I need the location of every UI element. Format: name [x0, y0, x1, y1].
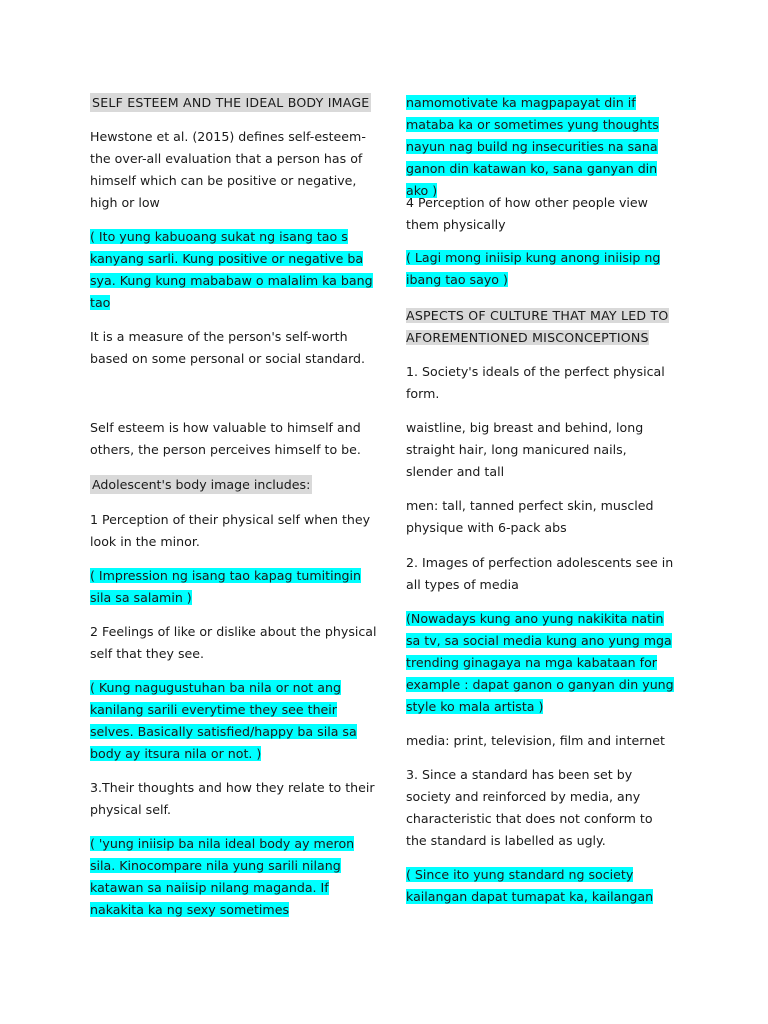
list-item-2-note: ( Kung nagugustuhan ba nila or not ang kanilang sarili everytime they see their selves. Basically satisfied/happy ba sila sa body ay itsura nila or not. ) [90, 680, 357, 761]
section-title: SELF ESTEEM AND THE IDEAL BODY IMAGE [92, 95, 370, 110]
aspect-1-men: men: tall, tanned perfect skin, muscled physique with 6-pack abs [406, 498, 654, 535]
self-worth-paragraph: It is a measure of the person's self-worth based on some personal or social standard. [90, 329, 366, 366]
body-image-subheading: Adolescent's body image includes: [92, 477, 311, 492]
definition-note: ( Ito yung kabuoang sukat ng isang tao s kanyang sarli. Kung positive or negative ba sya. Kung kung mababaw o malalim ka bang tao [90, 229, 373, 310]
aspect-2-note: (Nowadays kung ano yung nakikita natin sa tv, sa social media kung ano yung mga trending ginagaya na mga kabataan for example : dapat ganon o ganyan din yung style ko mala artista ) [406, 611, 674, 714]
list-item-4-note: ( Lagi mong iniisip kung anong iniisip ng ibang tao sayo ) [406, 250, 661, 287]
culture-heading: ASPECTS OF CULTURE THAT MAY LED TO AFOREMENTIONED MISCONCEPTIONS [406, 308, 669, 345]
list-item-3: 3.Their thoughts and how they relate to their physical self. [90, 780, 375, 817]
aspect-2-media: media: print, television, film and internet [406, 733, 665, 748]
aspect-2: 2. Images of perfection adolescents see in all types of media [406, 555, 674, 592]
list-item-1: 1 Perception of their physical self when they look in the minor. [90, 512, 371, 549]
aspect-1: 1. Society's ideals of the perfect physical form. [406, 364, 665, 401]
definition-paragraph: Hewstone et al. (2015) defines self-esteem- the over-all evaluation that a person has of himself which can be positive or negative, high or low [90, 129, 366, 210]
list-item-4: 4 Perception of how other people view them physically [406, 195, 648, 232]
list-item-1-note: ( Impression ng isang tao kapag tumitingin sila sa salamin ) [90, 568, 362, 605]
aspect-1-women: waistline, big breast and behind, long straight hair, long manicured nails, slender and tall [406, 420, 644, 479]
aspect-3: 3. Since a standard has been set by society and reinforced by media, any characteristic that does not conform to the standard is labelled as ugly. [406, 767, 653, 848]
self-esteem-paragraph: Self esteem is how valuable to himself and others, the person perceives himself to be. [90, 420, 361, 457]
list-item-3-note-continued: namomotivate ka magpapayat din if mataba ka or sometimes yung thoughts nayun nag build ng insecurities na sana ganon din katawan ko, sana ganyan din ako ) [406, 95, 659, 198]
list-item-2: 2 Feelings of like or dislike about the physical self that they see. [90, 624, 377, 661]
list-item-3-note: ( 'yung iniisip ba nila ideal body ay meron sila. Kinocompare nila yung sarili nilang katawan sa naiisip nilang maganda. If nakakita ka ng sexy sometimes [90, 836, 355, 917]
aspect-3-note: ( Since ito yung standard ng society kailangan dapat tumapat ka, kailangan [406, 867, 654, 904]
